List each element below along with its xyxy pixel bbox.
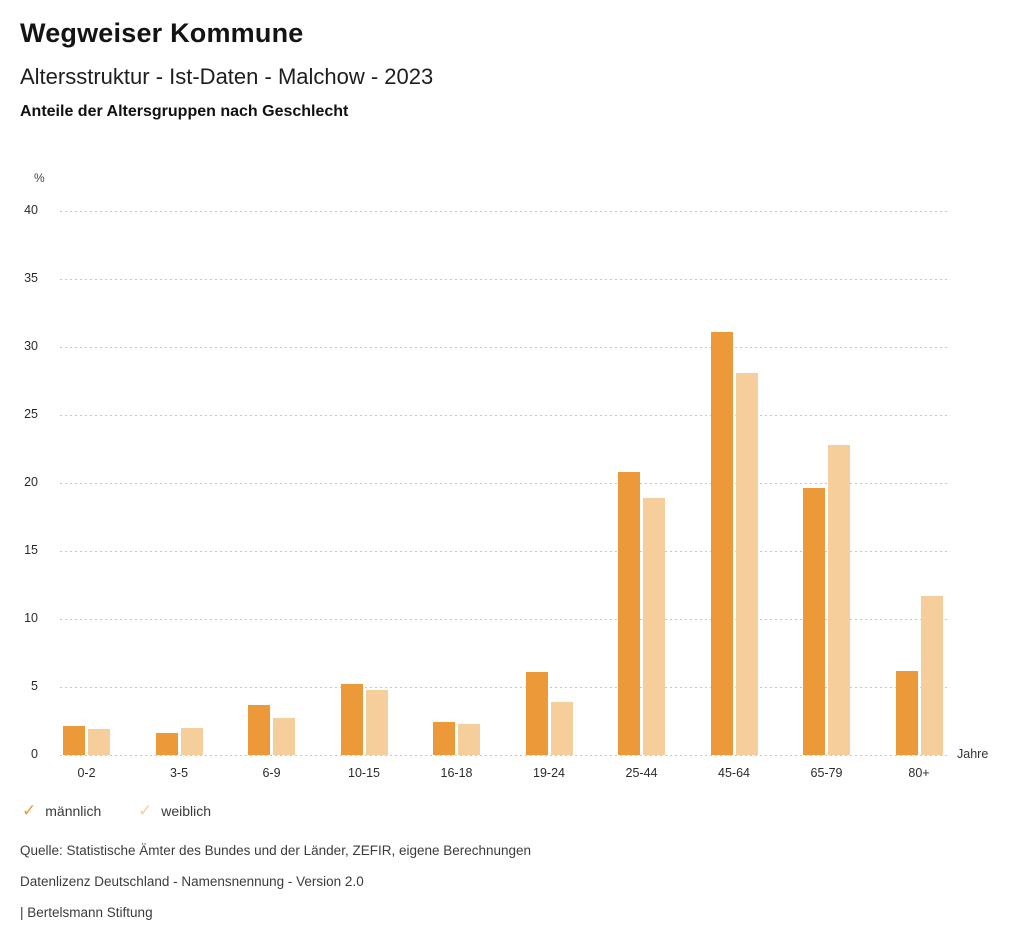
chart-subtitle: Altersstruktur - Ist-Daten - Malchow - 2023 bbox=[20, 64, 434, 89]
chart-description: Anteile der Altersgruppen nach Geschlecht bbox=[20, 103, 349, 120]
x-tick-label: 10-15 bbox=[348, 766, 380, 780]
x-tick-label: 3-5 bbox=[169, 766, 189, 780]
bar-männlich-80+[interactable] bbox=[896, 671, 918, 755]
y-tick-label: 30 bbox=[24, 339, 38, 353]
y-tick-label: 0 bbox=[31, 747, 38, 761]
bar-weiblich-80+[interactable] bbox=[921, 596, 943, 755]
bar-weiblich-10-15[interactable] bbox=[366, 690, 388, 755]
x-tick-label: 65-79 bbox=[810, 766, 843, 780]
bar-weiblich-6-9[interactable] bbox=[273, 718, 295, 755]
bar-männlich-25-44[interactable] bbox=[618, 472, 640, 755]
x-tick-label: 16-18 bbox=[440, 766, 473, 780]
y-tick-label: 35 bbox=[24, 271, 38, 285]
bar-männlich-19-24[interactable] bbox=[526, 672, 548, 755]
gridline bbox=[60, 483, 950, 484]
gridline bbox=[60, 415, 950, 416]
bar-weiblich-25-44[interactable] bbox=[643, 498, 665, 755]
x-tick-label: 19-24 bbox=[533, 766, 565, 780]
bar-männlich-10-15[interactable] bbox=[341, 684, 363, 755]
bar-weiblich-16-18[interactable] bbox=[458, 724, 480, 755]
bar-weiblich-45-64[interactable] bbox=[736, 373, 758, 755]
bar-männlich-16-18[interactable] bbox=[433, 722, 455, 755]
x-tick-label: 45-64 bbox=[718, 766, 750, 780]
attribution-text: | Bertelsmann Stiftung bbox=[20, 905, 153, 920]
x-tick-label: 80+ bbox=[908, 766, 930, 780]
legend-item-weiblich[interactable] bbox=[138, 802, 211, 819]
x-tick-label: 25-44 bbox=[625, 766, 658, 780]
x-axis-label: Jahre bbox=[957, 747, 989, 761]
y-tick-label: 40 bbox=[24, 203, 38, 217]
y-tick-label: 5 bbox=[31, 679, 38, 693]
bar-männlich-45-64[interactable] bbox=[711, 332, 733, 755]
legend-label: weiblich bbox=[161, 802, 212, 819]
legend-label: männlich bbox=[45, 802, 102, 819]
gridline bbox=[60, 755, 950, 756]
bar-weiblich-0-2[interactable] bbox=[88, 729, 110, 755]
bar-weiblich-65-79[interactable] bbox=[828, 445, 850, 755]
checkmark-icon: ✓ bbox=[138, 801, 153, 820]
x-tick-label: 0-2 bbox=[77, 766, 96, 780]
gridline bbox=[60, 279, 950, 280]
bar-weiblich-3-5[interactable] bbox=[181, 728, 203, 755]
x-tick-label: 6-9 bbox=[262, 766, 281, 780]
legend-item-maennlich[interactable] bbox=[22, 802, 101, 819]
y-tick-label: 25 bbox=[24, 407, 38, 421]
bar-männlich-3-5[interactable] bbox=[156, 733, 178, 755]
bar-männlich-65-79[interactable] bbox=[803, 488, 825, 755]
checkmark-icon: ✓ bbox=[22, 801, 37, 820]
gridline bbox=[60, 347, 950, 348]
y-tick-label: 10 bbox=[24, 611, 38, 625]
license-text: Datenlizenz Deutschland - Namensnennung - Version 2.0 bbox=[20, 874, 364, 889]
page-title: Wegweiser Kommune bbox=[20, 18, 304, 48]
bar-männlich-0-2[interactable] bbox=[63, 726, 85, 755]
source-text: Quelle: Statistische Ämter des Bundes und der Länder, ZEFIR, eigene Berechnungen bbox=[20, 843, 532, 858]
bar-weiblich-19-24[interactable] bbox=[551, 702, 573, 755]
gridline bbox=[60, 211, 950, 212]
y-axis-unit-label: % bbox=[34, 171, 45, 185]
y-tick-label: 15 bbox=[24, 543, 38, 557]
bar-männlich-6-9[interactable] bbox=[248, 705, 270, 755]
y-tick-label: 20 bbox=[24, 475, 38, 489]
